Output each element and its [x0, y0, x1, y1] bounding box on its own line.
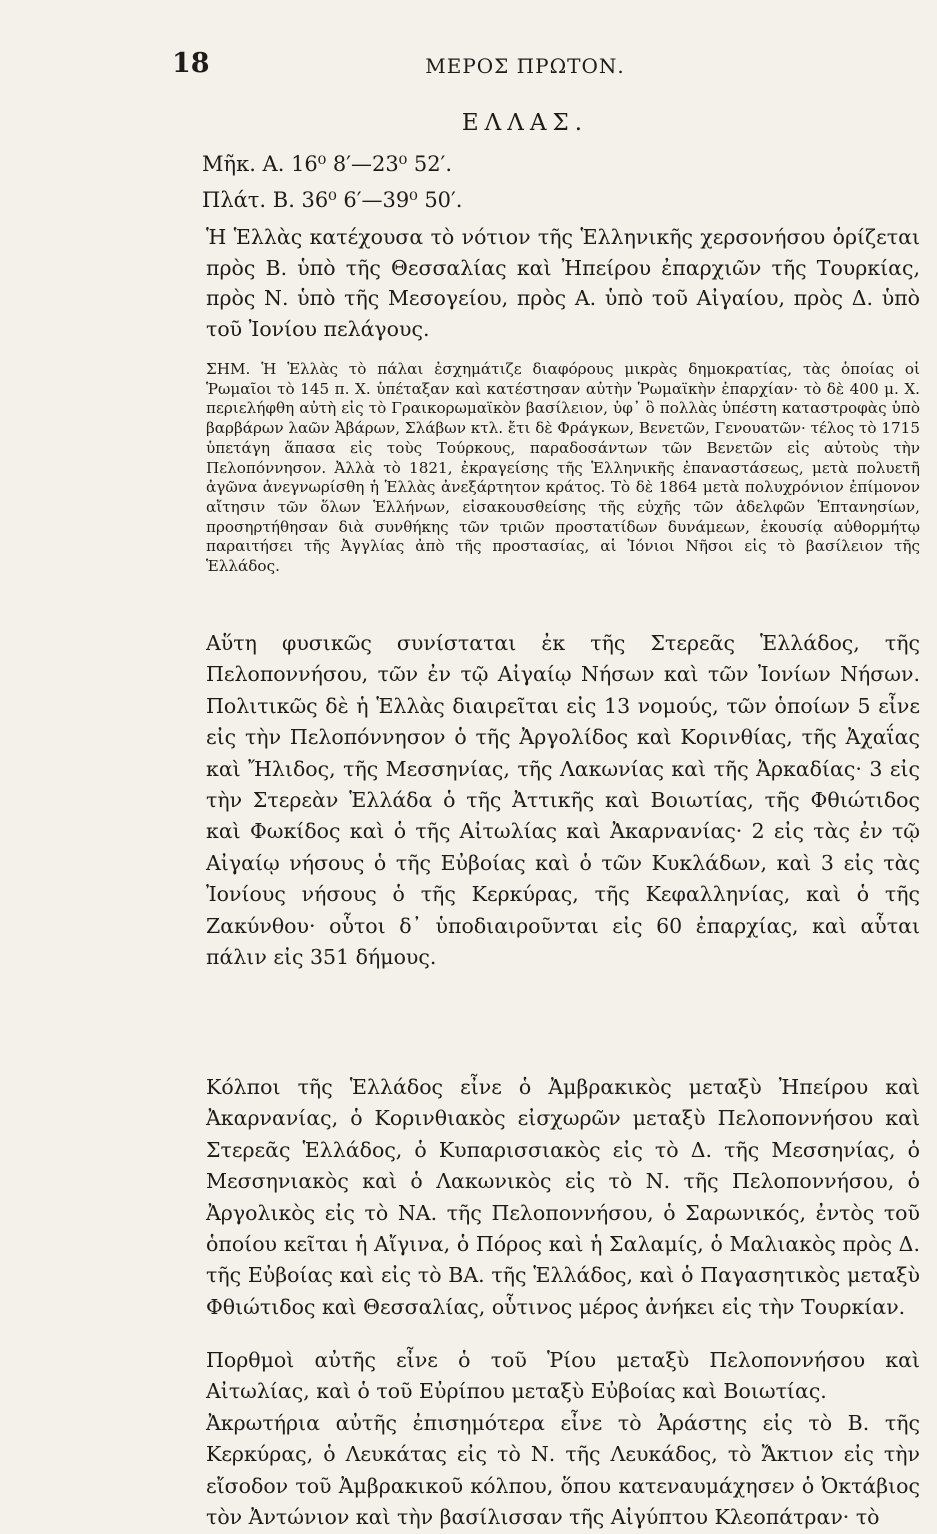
latitude-line: Πλάτ. Β. 36⁰ 6′—39⁰ 50′.	[202, 188, 463, 212]
page-header	[172, 46, 878, 86]
paragraph-straits: Πορθμοὶ αὐτῆς εἶνε ὁ τοῦ Ῥίου μεταξὺ Πελοποννήσου καὶ Αἰτωλίας, καὶ ὁ τοῦ Εὐρίπου μεταξὺ Εὐβοίας καὶ Βοιωτίας.	[206, 1348, 920, 1404]
paragraph-divisions: Αὕτη φυσικῶς συνίσταται ἐκ τῆς Στερεᾶς Ἑλλάδος, τῆς Πελοποννήσου, τῶν ἐν τῷ Αἰγαίῳ Νήσων καὶ τῶν Ἰονίων Νήσων. Πολιτικῶς δὲ ἡ Ἑλλὰς διαιρεῖται εἰς 13 νομούς, τῶν ὁποίων 5 εἶνε εἰς τὴν Πελοπόννησον ὁ τῆς Ἀργολίδος καὶ Κορινθίας, τῆς Ἀχαΐας καὶ Ἤλιδος, τῆς Μεσσηνίας, τῆς Λακωνίας καὶ τῆς Ἀρκαδίας· 3 εἰς τὴν Στερεὰν Ἑλλάδα ὁ τῆς Ἀττικῆς καὶ Βοιωτίας, τῆς Φθιώτιδος καὶ Φωκίδος καὶ ὁ τῆς Αἰτωλίας καὶ Ἀκαρνανίας· 2 εἰς τὰς ἐν τῷ Αἰγαίῳ νήσους ὁ τῆς Εὐβοίας καὶ ὁ τῶν Κυκλάδων, καὶ 3 εἰς τὰς Ἰονίους νήσους ὁ τῆς Κερκύρας, τῆς Κεφαλληνίας, καὶ ὁ τῆς Ζακύνθου· οὗτοι δ᾽ ὑποδιαιροῦνται εἰς 60 ἐπαρχίας, καὶ αὗται πάλιν εἰς 351 δήμους.	[206, 631, 920, 970]
paragraph-capes: Ἀκρωτήρια αὐτῆς ἐπισημότερα εἶνε τὸ Ἀράστης εἰς τὸ Β. τῆς Κερκύρας, ὁ Λευκάτας εἰς τὸ Ν. τῆς Λευκάδος, τὸ Ἄκτιον εἰς τὴν εἴσοδον τοῦ Ἀμβρακικοῦ κόλπου, ὅπου κατεναυμάχησεν ὁ Ὀκτάβιος τὸν Ἀντώνιον καὶ τὴν βασίλισσαν τῆς Αἰγύπτου Κλεοπάτραν· τὸ	[206, 1411, 920, 1530]
page-number: 18	[172, 48, 210, 79]
paragraph-gulfs: Κόλποι τῆς Ἑλλάδος εἶνε ὁ Ἀμβρακικὸς μεταξὺ Ἠπείρου καὶ Ἀκαρνανίας, ὁ Κορινθιακὸς εἰσχωρῶν μεταξὺ Πελοποννήσου καὶ Στερεᾶς Ἑλλάδος, ὁ Κυπαρισσιακὸς εἰς τὸ Δ. τῆς Μεσσηνίας, ὁ Μεσσηνιακὸς καὶ ὁ Λακωνικὸς εἰς τὸ Ν. τῆς Πελοποννήσου, ὁ Ἀργολικὸς εἰς τὸ ΝΑ. τῆς Πελοποννήσου, ὁ Σαρωνικός, ἐντὸς τοῦ ὁποίου κεῖται ἡ Αἴγινα, ὁ Πόρος καὶ ἡ Σαλαμίς, ὁ Μαλιακὸς πρὸς Δ. τῆς Εὐβοίας καὶ εἰς τὸ ΒΑ. τῆς Ἑλλάδος, καὶ ὁ Παγασητικὸς μεταξὺ Φθιώτιδος καὶ Θεσσαλίας, οὗτινος μέρος ἀνήκει εἰς τὴν Τουρκίαν.	[206, 1075, 920, 1319]
section-title: ΕΛΛΑΣ.	[461, 110, 589, 136]
longitude-line: Μῆκ. Α. 16⁰ 8′—23⁰ 52′.	[202, 152, 453, 176]
running-head: ΜΕΡΟΣ ΠΡΩΤΟΝ.	[425, 54, 625, 78]
historical-note: ΣΗΜ. Ἡ Ἑλλὰς τὸ πάλαι ἐσχημάτιζε διαφόρους μικρὰς δημοκρατίας, τὰς ὁποίας οἱ Ῥωμαῖοι τὸ 145 π. Χ. ὑπέταξαν καὶ κατέστησαν αὐτὴν Ῥωμαϊκὴν ἐπαρχίαν· τὸ δὲ 400 μ. Χ. περιελήφθη αὐτὴ εἰς τὸ Γραικορωμαϊκὸν βασίλειον, ὑφ᾽ ὃ πολλὰς ὑπέστη καταστροφὰς ὑπὸ βαρβάρων λαῶν Ἀβάρων, Σλάβων κτλ. ἔτι δὲ Φράγκων, Βενετῶν, Γενουατῶν· τέλος τὸ 1715 ὑπετάγη ἅπασα εἰς τοὺς Τούρκους, παραδοσάντων τῶν Βενετῶν εἰς αὐτοὺς τὴν Πελοπόννησον. Ἀλλὰ τὸ 1821, ἐκραγείσης τῆς Ἑλληνικῆς ἐπαναστάσεως, μετὰ πολυετῆ ἀγῶνα ἀνεγνωρίσθη ἡ Ἑλλὰς ἀνεξάρτητον κράτος. Τὸ δὲ 1864 μετὰ πολυχρόνιον ἐπίμονον αἴτησιν τῶν ὅλων Ἑλλήνων, εἰσακουσθείσης τῆς εὐχῆς τῶν ἀδελφῶν Ἑπτανησίων, προσηρτήθησαν διὰ συνθήκης τῶν τριῶν προστατίδων δυνάμεων, ἑκουσίᾳ αὐθορμήτῳ παραιτήσει τῆς Ἀγγλίας ἀπὸ τῆς προστασίας, αἱ Ἰόνιοι Νῆσοι εἰς τὸ βασίλειον τῆς Ἑλλάδος.	[206, 360, 921, 576]
intro-paragraph: Ἡ Ἑλλὰς κατέχουσα τὸ νότιον τῆς Ἑλληνικῆς χερσονήσου ὁρίζεται πρὸς Β. ὑπὸ τῆς Θεσσαλίας καὶ Ἠπείρου ἐπαρχιῶν τῆς Τουρκίας, πρὸς Ν. ὑπὸ τῆς Μεσογείου, πρὸς Α. ὑπὸ τοῦ Αἰγαίου, πρὸς Δ. ὑπὸ τοῦ Ἰονίου πελάγους.	[206, 225, 920, 341]
